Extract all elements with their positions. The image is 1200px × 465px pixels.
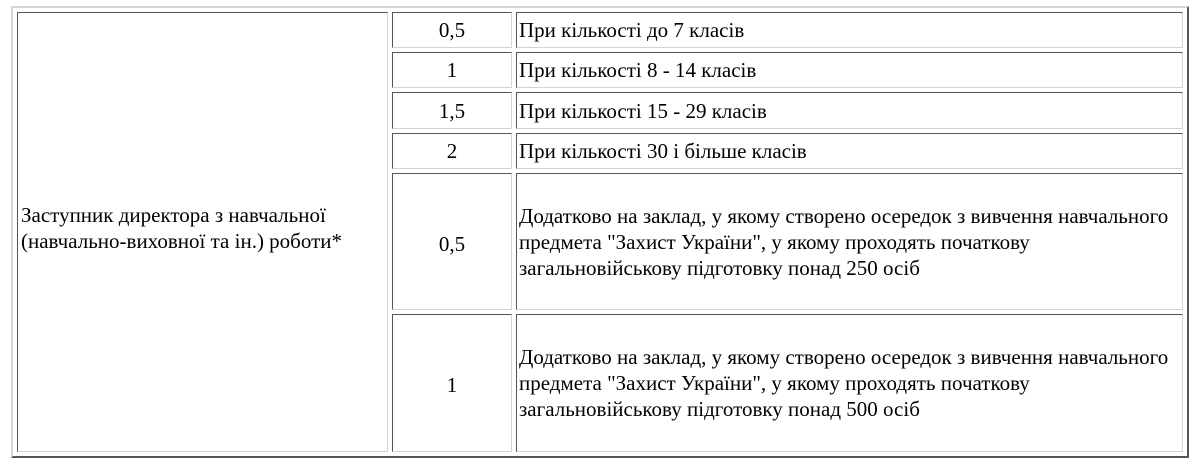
rate-cell: 2: [392, 133, 512, 169]
rate-cell: 1: [392, 314, 512, 452]
rate-cell: 0,5: [392, 173, 512, 311]
rate-cell: 1: [392, 52, 512, 88]
condition-cell: При кількості 30 і більше класів: [516, 133, 1183, 169]
position-cell: Заступник директора з навчальної (навчально-виховної та ін.) роботи*: [17, 12, 388, 452]
table-row: [17, 12, 1183, 48]
condition-cell: При кількості 15 - 29 класів: [516, 92, 1183, 128]
condition-cell: Додатково на заклад, у якому створено осередок з вивчення навчального предмета "Захист України", у якому проходять початкову загальновійськову підготовку понад 250 осіб: [516, 173, 1183, 311]
condition-cell: При кількості до 7 класів: [516, 12, 1183, 48]
staffing-norms-table: [11, 6, 1189, 458]
rate-cell: 1,5: [392, 92, 512, 128]
condition-cell: При кількості 8 - 14 класів: [516, 52, 1183, 88]
rate-cell: 0,5: [392, 12, 512, 48]
condition-cell: Додатково на заклад, у якому створено осередок з вивчення навчального предмета "Захист України", у якому проходять початкову загальновійськову підготовку понад 500 осіб: [516, 314, 1183, 452]
